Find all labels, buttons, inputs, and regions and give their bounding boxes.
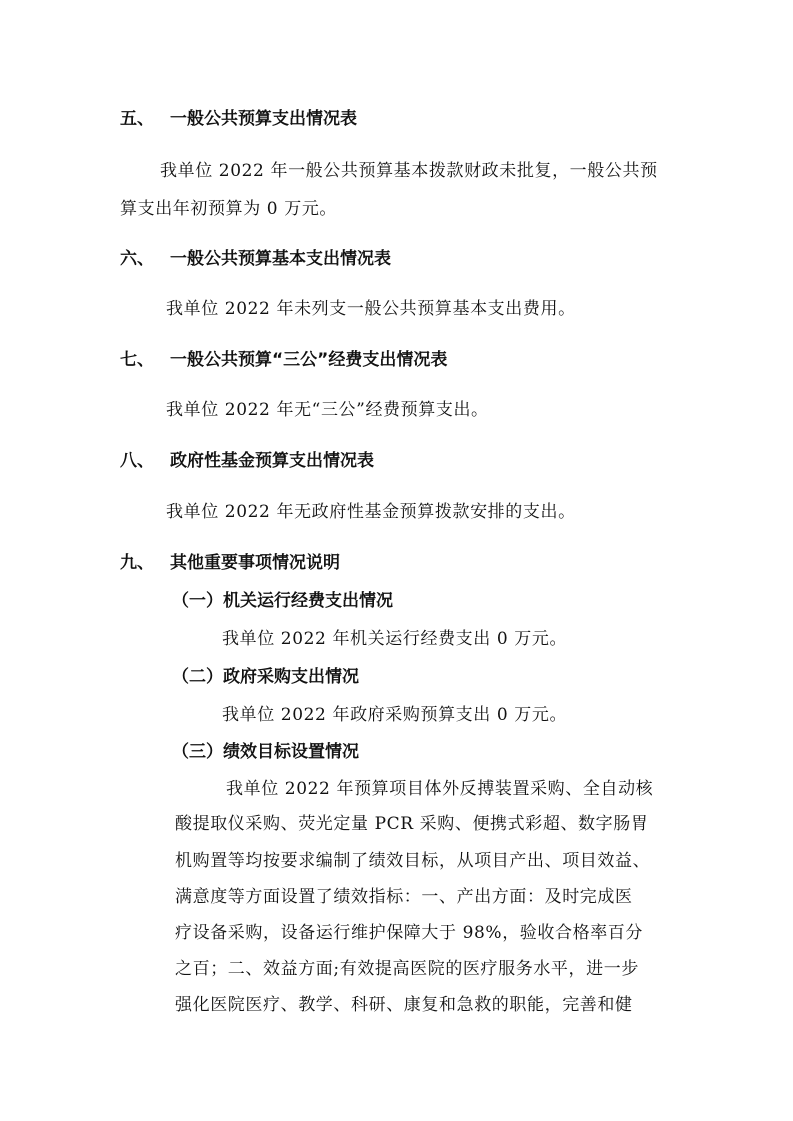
section-heading-6 xyxy=(120,248,391,270)
paragraph-line: 疗设备采购，设备运行维护保障大于 98%，验收合格率百分 xyxy=(175,923,643,943)
paragraph-line: 我单位 2022 年预算项目体外反搏装置采购、全自动核 xyxy=(226,779,654,799)
section-title: 一般公共预算“三公”经费支出情况表 xyxy=(170,350,448,370)
section-number: 九、 xyxy=(120,553,154,573)
section-heading-8 xyxy=(120,450,374,472)
section-heading-5 xyxy=(120,108,357,130)
paragraph-line: 我单位 2022 年未列支一般公共预算基本支出费用。 xyxy=(166,299,576,319)
subsection-heading-3: （三）绩效目标设置情况 xyxy=(172,742,359,762)
section-heading-7 xyxy=(120,349,447,371)
paragraph-line: 机购置等均按要求编制了绩效目标，从项目产出、项目效益、 xyxy=(175,851,651,871)
section-number: 七、 xyxy=(120,350,154,370)
paragraph-line: 强化医院医疗、教学、科研、康复和急救的职能，完善和健 xyxy=(175,995,633,1015)
subsection-heading-1: （一）机关运行经费支出情况 xyxy=(172,591,393,611)
paragraph-line: 我单位 2022 年无政府性基金预算拨款安排的支出。 xyxy=(166,502,576,522)
paragraph-line: 满意度等方面设置了绩效指标：一、产出方面：及时完成医 xyxy=(175,887,633,907)
subsection-heading-2: （二）政府采购支出情况 xyxy=(172,667,359,687)
paragraph-line: 酸提取仪采购、荧光定量 PCR 采购、便携式彩超、数字肠胃 xyxy=(175,814,649,834)
paragraph-line: 我单位 2022 年机关运行经费支出 0 万元。 xyxy=(222,629,568,649)
paragraph-line: 之百；二、效益方面;有效提高医院的医疗服务水平，进一步 xyxy=(175,959,639,979)
paragraph-line: 算支出年初预算为 0 万元。 xyxy=(120,199,338,219)
section-heading-9 xyxy=(120,552,340,574)
section-title: 其他重要事项情况说明 xyxy=(170,553,340,573)
section-title: 政府性基金预算支出情况表 xyxy=(170,451,374,471)
paragraph-line: 我单位 2022 年无“三公”经费预算支出。 xyxy=(166,400,489,420)
section-number: 八、 xyxy=(120,451,154,471)
paragraph-line: 我单位 2022 年政府采购预算支出 0 万元。 xyxy=(222,705,568,725)
section-number: 六、 xyxy=(120,249,154,269)
section-title: 一般公共预算支出情况表 xyxy=(170,109,357,129)
section-number: 五、 xyxy=(120,109,154,129)
section-title: 一般公共预算基本支出情况表 xyxy=(170,249,391,269)
paragraph-line: 我单位 2022 年一般公共预算基本拨款财政未批复，一般公共预 xyxy=(160,161,658,181)
